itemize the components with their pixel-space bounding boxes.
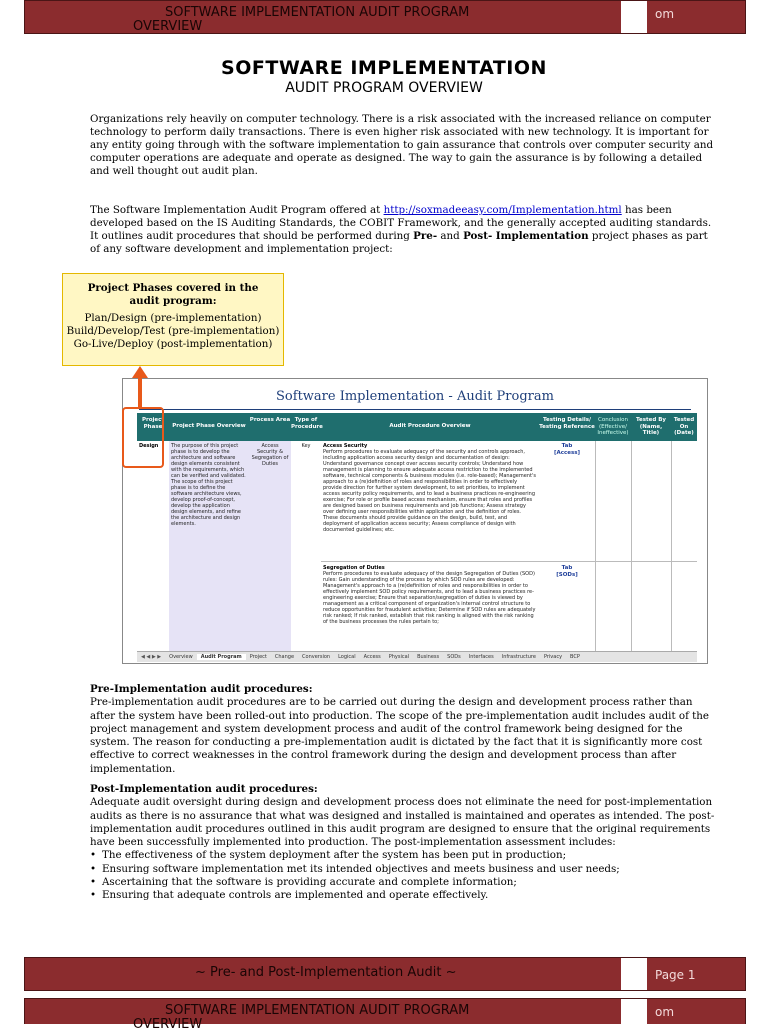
screenshot-title-rule <box>139 409 691 410</box>
pre-implementation-heading: Pre-Implementation audit procedures: <box>90 683 313 695</box>
intro-p2-text-b: has been developed based on the IS Auditing Standards, the COBIT Framework, and the generally accepted auditing standards. It outlines audit procedures that should be performed during <box>90 204 712 242</box>
callout-title: Project Phases covered in the audit program: <box>87 282 259 307</box>
tested-on-column <box>671 441 697 651</box>
table-header-cell: Conclusion (Effective/ Ineffective) <box>597 417 629 436</box>
document-subtitle: AUDIT PROGRAM OVERVIEW <box>285 80 483 96</box>
testing-ref-sod[interactable]: Tab [SODs] <box>556 565 578 578</box>
header-right-text: om <box>655 7 675 21</box>
phase-column-highlight <box>122 407 164 468</box>
sheet-tab-active[interactable]: Audit Program <box>197 654 246 660</box>
sheet-tab[interactable]: SODs <box>447 654 461 660</box>
next-header-separator <box>621 999 647 1024</box>
callout-item: Build/Develop/Test (pre-implementation) <box>66 325 280 337</box>
sheet-tab[interactable]: Business <box>417 654 440 660</box>
process-area-column <box>249 441 292 651</box>
phase-overview-column <box>169 441 250 651</box>
audit-program-screenshot <box>122 378 708 664</box>
sheet-tab[interactable]: Access <box>363 654 381 660</box>
procedure-cell-sod: Segregation of Duties Perform procedures to evaluate adequacy of the design Segregation of Duties (SOD) rules: Gain understanding of the process by which SOD rules are developed: Management's approach to a (re)definition of roles and responsibilities in order to effectively implement SOD policy requirements, and to lead a business practices re-engineering exercise; Ensure that separation/segregation of duties is viewed by management as a critical component of organization's internal control structure to reduce opportunities for fraudulent activities; Determine if SOD rules are adequately risk ranked; If risk ranked, establish that risk ranking is aligned with the risk ranking of the business processes the rules pertain to; <box>323 565 536 625</box>
sheet-tab[interactable]: Physical <box>388 654 410 660</box>
sheet-tab[interactable]: Privacy <box>543 654 563 660</box>
sheet-tab[interactable]: Change <box>274 654 295 660</box>
post-implementation-heading: Post-Implementation audit procedures: <box>90 783 318 795</box>
type-column <box>291 441 322 651</box>
document-title: SOFTWARE IMPLEMENTATION <box>221 57 547 79</box>
list-item: • Ensuring that adequate controls are implemented and operate effectively. <box>90 889 720 902</box>
list-item: • The effectiveness of the system deployment after the system has been put in production; <box>90 849 720 862</box>
table-header-cell: Project Phase <box>141 417 165 430</box>
conclusion-column <box>595 441 632 651</box>
list-item: • Ascertaining that the software is providing accurate and complete information; <box>90 876 720 889</box>
table-header-cell: Type of Procedure <box>291 417 323 430</box>
project-phases-callout <box>62 273 284 366</box>
sheet-tab[interactable]: Project <box>249 654 267 660</box>
next-header-right-text: om <box>655 1005 675 1019</box>
screenshot-title: Software Implementation - Audit Program <box>276 389 554 404</box>
tested-by-column <box>631 441 672 651</box>
sheet-tab[interactable]: Conversion <box>302 654 331 660</box>
callout-item: Go-Live/Deploy (post-implementation) <box>73 338 273 350</box>
list-item: • Ensuring software implementation met its intended objectives and meets business and user needs; <box>90 863 720 876</box>
callout-arrow-icon <box>132 366 148 378</box>
sheet-tab[interactable]: Logical <box>338 654 356 660</box>
page-footer-band <box>24 957 746 991</box>
row-separator <box>321 561 697 562</box>
intro-paragraph-1: Organizations rely heavily on computer technology. There is a risk associated with the increased reliance on computer technology to perform daily transactions. There is even higher risk associated with new technology. It is important for any entity going through with the software implementation to gain assurance that controls over computer security and computer operations are adequate and operate as designed. The way to gain the assurance is by following a detailed and well thought out audit plan. <box>90 113 714 177</box>
post-implementation-section <box>90 783 720 903</box>
footer-separator <box>621 958 647 990</box>
procedure-cell-access: Access Security Perform procedures to evaluate adequacy of the security and controls approach, including application access security design and documentation of design: Understand governance concept over access security controls; Understand how management is planning to ensure adequate access restriction to the implemented software, technical components & business modules (i.e. role-based); Management's approach to a (re)definition of roles and responsibilities in order to effectively provide direction for further system development, to set priorities, to implement access security policy requirements, and to lead a business practices re-engineering exercise; For role or profile based access mechanism, ensure that roles and profiles are designed based on business requirements and job functions; Assess strategy over defining user responsibilities within application and the definition of roles. These documents should provide guidance on the design, build, test, and deployment of application access security; Assess compliance of design with documented guidelines; etc. <box>323 443 536 533</box>
testing-ref-column <box>539 441 596 651</box>
next-page-header-band <box>24 998 746 1032</box>
program-link[interactable]: http://soxmadeeasy.com/Implementation.html <box>383 204 622 216</box>
sheet-tab[interactable]: Overview <box>169 654 193 660</box>
header-separator <box>621 1 647 33</box>
table-header-cell: Testing Details/ Testing Reference <box>539 417 595 430</box>
testing-ref-access[interactable]: Tab [Access] <box>553 443 581 456</box>
intro-p2-and: and <box>437 230 464 242</box>
table-header-cell: Tested On (Date) <box>673 417 695 436</box>
pre-implementation-section <box>90 683 720 776</box>
phase-overview-cell: The purpose of this project phase is to develop the architecture and software design elements consistent with the requirements, which can be verified and validated. The scope of this project phase is to define the software architecture views, develop proof-of-concept, develop the application design elements, and refine the architecture and design elements. <box>171 443 246 527</box>
callout-item: Plan/Design (pre-implementation) <box>84 312 262 324</box>
pre-implementation-text: Pre-implementation audit procedures are to be carried out during the design and development process rather than after the system have been rolled-out into production. The scope of the pre-implementation audit includes audit of the project management and system development process and audit of the control framework being designed for the system. The reason for conducting a pre-implementation audit is dictated by the fact that it is significantly more cost effective to correct weaknesses in the control framework during the design and development process than after implementation. <box>90 696 710 775</box>
next-header-title-line2: OVERVIEW <box>133 1017 203 1032</box>
sheet-nav-arrows[interactable]: ◀ ◀ ▶ ▶ <box>141 654 162 660</box>
post-implementation-text: Adequate audit oversight during design and development process does not eliminate the need for post-implementation audits as there is no assurance that what was designed and installed is maintained and operates as intended. The post-implementation audit procedures outlined in this audit program are designed to ensure that the original requirements have been successfully implemented into production. The post-implementation assessment includes: <box>90 796 715 849</box>
header-title-line2: OVERVIEW <box>133 19 203 34</box>
header-title-line1: SOFTWARE IMPLEMENTATION AUDIT PROGRAM <box>165 5 470 20</box>
phase-column <box>137 441 170 651</box>
sheet-tab[interactable]: BCP <box>570 654 580 660</box>
table-header-row <box>137 413 697 441</box>
table-header-cell: Audit Procedure Overview <box>389 423 471 429</box>
intro-paragraph-2 <box>90 204 714 256</box>
process-area-cell: Access Security & Segregation of Duties <box>251 443 289 467</box>
intro-p2-post: Post- Implementation <box>463 230 589 242</box>
page-header-band <box>24 0 746 34</box>
table-header-cell: Tested By (Name, Title) <box>635 417 666 436</box>
footer-text: ~ Pre- and Post-Implementation Audit ~ <box>195 965 457 980</box>
sheet-tab[interactable]: Infrastructure <box>501 654 536 660</box>
intro-p2-pre: Pre- <box>413 230 438 242</box>
table-body <box>137 441 697 651</box>
sheet-tabs-bar <box>137 651 697 662</box>
phase-cell: Design <box>139 443 159 449</box>
post-implementation-list <box>90 849 720 902</box>
type-cell: Key <box>301 443 311 449</box>
table-header-cell: Process Area <box>249 417 291 423</box>
table-header-cell: Project Phase Overview <box>172 423 246 429</box>
procedure-column <box>321 441 540 651</box>
intro-p2-text-a: The Software Implementation Audit Program offered at <box>90 204 384 216</box>
next-header-title-line1: SOFTWARE IMPLEMENTATION AUDIT PROGRAM <box>165 1003 470 1018</box>
sheet-tab[interactable]: Interfaces <box>468 654 494 660</box>
intro-p2-text-c: project phases as part of any software development and implementation project: <box>90 230 708 255</box>
page-number: Page 1 <box>655 968 696 982</box>
